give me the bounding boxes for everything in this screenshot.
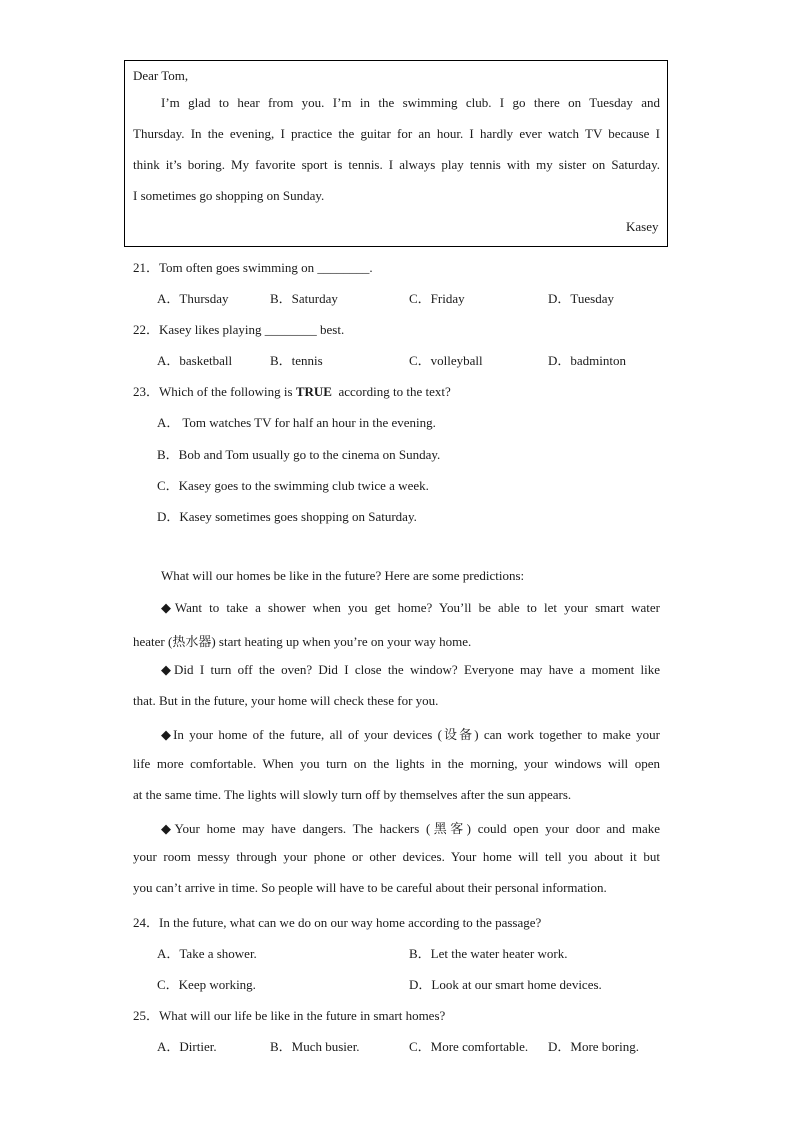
passage-line: you can’t arrive in time. So people will have to be careful about their personal information. xyxy=(133,880,607,895)
question-21-stem: 21．Tom often goes swimming on ________. xyxy=(133,260,373,275)
passage-line: ◆Your home may have dangers. The hackers (黑客) could open your door and make xyxy=(161,821,660,836)
question-25-stem: 25．What will our life be like in the future in smart homes? xyxy=(133,1008,446,1023)
question-25-option-d[interactable]: D．More boring. xyxy=(548,1039,639,1054)
passage-line: your room messy through your phone or other devices. Your home will tell you about it but xyxy=(133,849,660,864)
passage-line: life more comfortable. When you turn on the lights in the morning, your windows will open xyxy=(133,756,660,771)
letter-line: I sometimes go shopping on Sunday. xyxy=(133,188,325,203)
question-24-option-c[interactable]: C．Keep working. xyxy=(157,977,256,992)
question-23-option-d[interactable]: D．Kasey sometimes goes shopping on Saturday. xyxy=(157,509,417,524)
letter-box xyxy=(124,60,668,247)
question-25-option-a[interactable]: A．Dirtier. xyxy=(157,1039,217,1054)
question-23-keyword: TRUE xyxy=(295,384,332,399)
letter-line: think it’s boring. My favorite sport is tennis. I always play tennis with my sister on Saturday. xyxy=(133,157,660,172)
question-22-option-a[interactable]: A．basketball xyxy=(157,353,233,368)
letter-line: Thursday. In the evening, I practice the guitar for an hour. I hardly ever watch TV because I xyxy=(133,126,660,141)
question-23-option-b[interactable]: B．Bob and Tom usually go to the cinema on Sunday. xyxy=(157,447,441,462)
question-22-option-b[interactable]: B．tennis xyxy=(270,353,323,368)
passage-line: ◆Did I turn off the oven? Did I close the window? Everyone may have a moment like xyxy=(161,662,660,677)
question-23-stem-text: according to the text? xyxy=(331,384,451,399)
letter-signature: Kasey xyxy=(626,219,659,234)
passage-intro: What will our homes be like in the future? Here are some predictions: xyxy=(161,568,525,583)
question-24-option-d[interactable]: D．Look at our smart home devices. xyxy=(409,977,602,992)
letter-line: I’m glad to hear from you. I’m in the swimming club. I go there on Tuesday and xyxy=(161,95,660,110)
passage-line: that. But in the future, your home will check these for you. xyxy=(133,693,439,708)
question-23-stem-text: 23．Which of the following is xyxy=(133,384,296,399)
question-22-option-c[interactable]: C．volleyball xyxy=(409,353,483,368)
question-22-option-d[interactable]: D．badminton xyxy=(548,353,626,368)
question-24-option-b[interactable]: B．Let the water heater work. xyxy=(409,946,568,961)
passage-line: ◆In your home of the future, all of your devices (设备) can work together to make your xyxy=(161,727,660,742)
question-23-option-c[interactable]: C．Kasey goes to the swimming club twice a week. xyxy=(157,478,429,493)
passage-line: at the same time. The lights will slowly turn off by themselves after the sun appears. xyxy=(133,787,572,802)
passage-line: ◆Want to take a shower when you get home? You’ll be able to let your smart water xyxy=(161,600,660,615)
question-25-option-b[interactable]: B．Much busier. xyxy=(270,1039,360,1054)
passage-line: heater (热水器) start heating up when you’re on your way home. xyxy=(133,634,472,649)
question-21-option-d[interactable]: D．Tuesday xyxy=(548,291,614,306)
question-22-stem: 22．Kasey likes playing ________ best. xyxy=(133,322,345,337)
question-24-option-a[interactable]: A．Take a shower. xyxy=(157,946,257,961)
question-21-option-a[interactable]: A．Thursday xyxy=(157,291,229,306)
question-24-stem: 24．In the future, what can we do on our way home according to the passage? xyxy=(133,915,542,930)
question-21-option-c[interactable]: C．Friday xyxy=(409,291,465,306)
question-23-stem xyxy=(133,381,451,400)
question-25-option-c[interactable]: C．More comfortable. xyxy=(409,1039,529,1054)
question-23-option-a[interactable]: A． Tom watches TV for half an hour in the evening. xyxy=(157,415,436,430)
question-21-option-b[interactable]: B．Saturday xyxy=(270,291,338,306)
letter-salutation: Dear Tom, xyxy=(133,68,189,83)
